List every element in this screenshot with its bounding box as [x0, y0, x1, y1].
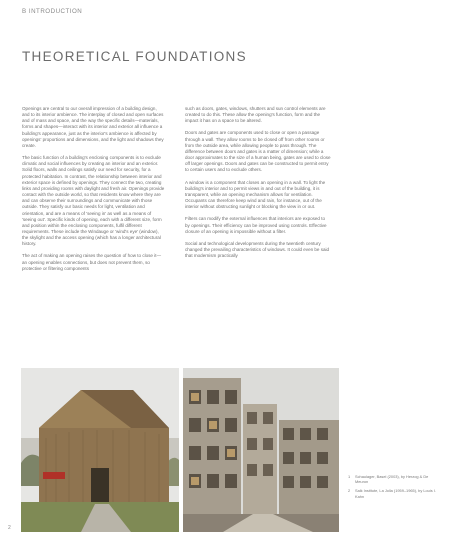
figure-2-photo [183, 368, 339, 532]
paragraph: A window is a component that closes an opening in a wall. To light the building's interior and to permit views in and out of the building, it is transparent, while an opening mechanism allows for ventilation. Occupants can therefore keep wind and rain, for instance, out of the interior without obstructing sunlight or blocking the view in or out. [185, 179, 326, 210]
concrete-building-image [183, 368, 339, 532]
page-title: THEORETICAL FOUNDATIONS [22, 49, 247, 65]
paragraph: The basic function of a building's enclosing components is to exclude climatic and social influences by creating an interior and an exterior. Solid floors, walls and ceilings satisfy our need for security, for a protected habitation. In contrast, the relationship between interior and exterior space is defined by openings. They connect the two, creating links and providing rooms with daylight and fresh air. Openings provide contact with the outside world, so that residents know where they are and can observe their surroundings and communicate with those outside. They satisfy our basic needs for light, ventilation and orientation, and are a means of 'seeing in' as well as a means of 'seeing out'. Specific kinds of opening, each with a different size, form and position within the enclosing components, fulfil different requirements. These include the Windauge or 'wind's eye' (window), the skylight and the access opening (which has a longer architectural history. [22, 155, 165, 247]
figure-1-photo [21, 368, 179, 532]
text-column-left [22, 106, 165, 278]
paragraph: Openings are central to our overall impression of a building design, and to its interior ambience. The interplay of closed and open surfaces and of mass and space, and the way the specific details—materials, forms and shapes—interact with its interior and exterior all influence a building's appearance, just as the interior's ambience is affected by openings' proportions and dimensions, and the light and shadows they create. [22, 106, 164, 148]
caption [348, 474, 440, 484]
paragraph: The act of making an opening raises the question of how to close it—an opening enables connections, but does not prevent them, so protective or filtering components [22, 253, 162, 271]
section-label: B INTRODUCTION [22, 8, 83, 15]
caption-number: 2 [348, 488, 351, 494]
paragraph: Social and technological developments during the twentieth century changed the prevailing characteristics of windows. It could even be said that modernism practically [185, 240, 330, 259]
paragraph: Filters can modify the external influences that interiors are exposed to by openings. Their efficiency can be improved using controls. Effective closure of an opening is impossible without a filter. [185, 216, 327, 234]
caption-number: 1 [348, 474, 351, 479]
paragraph: such as doors, gates, windows, shutters and sun control elements are created to do this. These allow the opening's function, form and the impact it has on a space to be altered. [185, 106, 326, 124]
text-column-right [185, 106, 331, 265]
paragraph: Doors and gates are components used to close or open a passage through a wall. They allow rooms to be closed off from other rooms or from the outside area, while allowing people to pass through. The difference between doors and gates is a matter of dimension; while a door approximates to the size of a human being, gates are used to close off larger openings. Doors and gates can be constructed to permit entry to certain users and to exclude others. [185, 130, 331, 173]
page-number: 2 [8, 525, 11, 531]
figure-captions [348, 474, 440, 503]
caption-text: Schaulager, Basel (2003), by Herzog & De Meuron [355, 474, 429, 485]
caption-text: Salk Institute, La Jolla (1959–1965), by Louis I. Kahn [355, 488, 436, 499]
caption [348, 488, 440, 498]
thatched-building-image [21, 368, 179, 532]
